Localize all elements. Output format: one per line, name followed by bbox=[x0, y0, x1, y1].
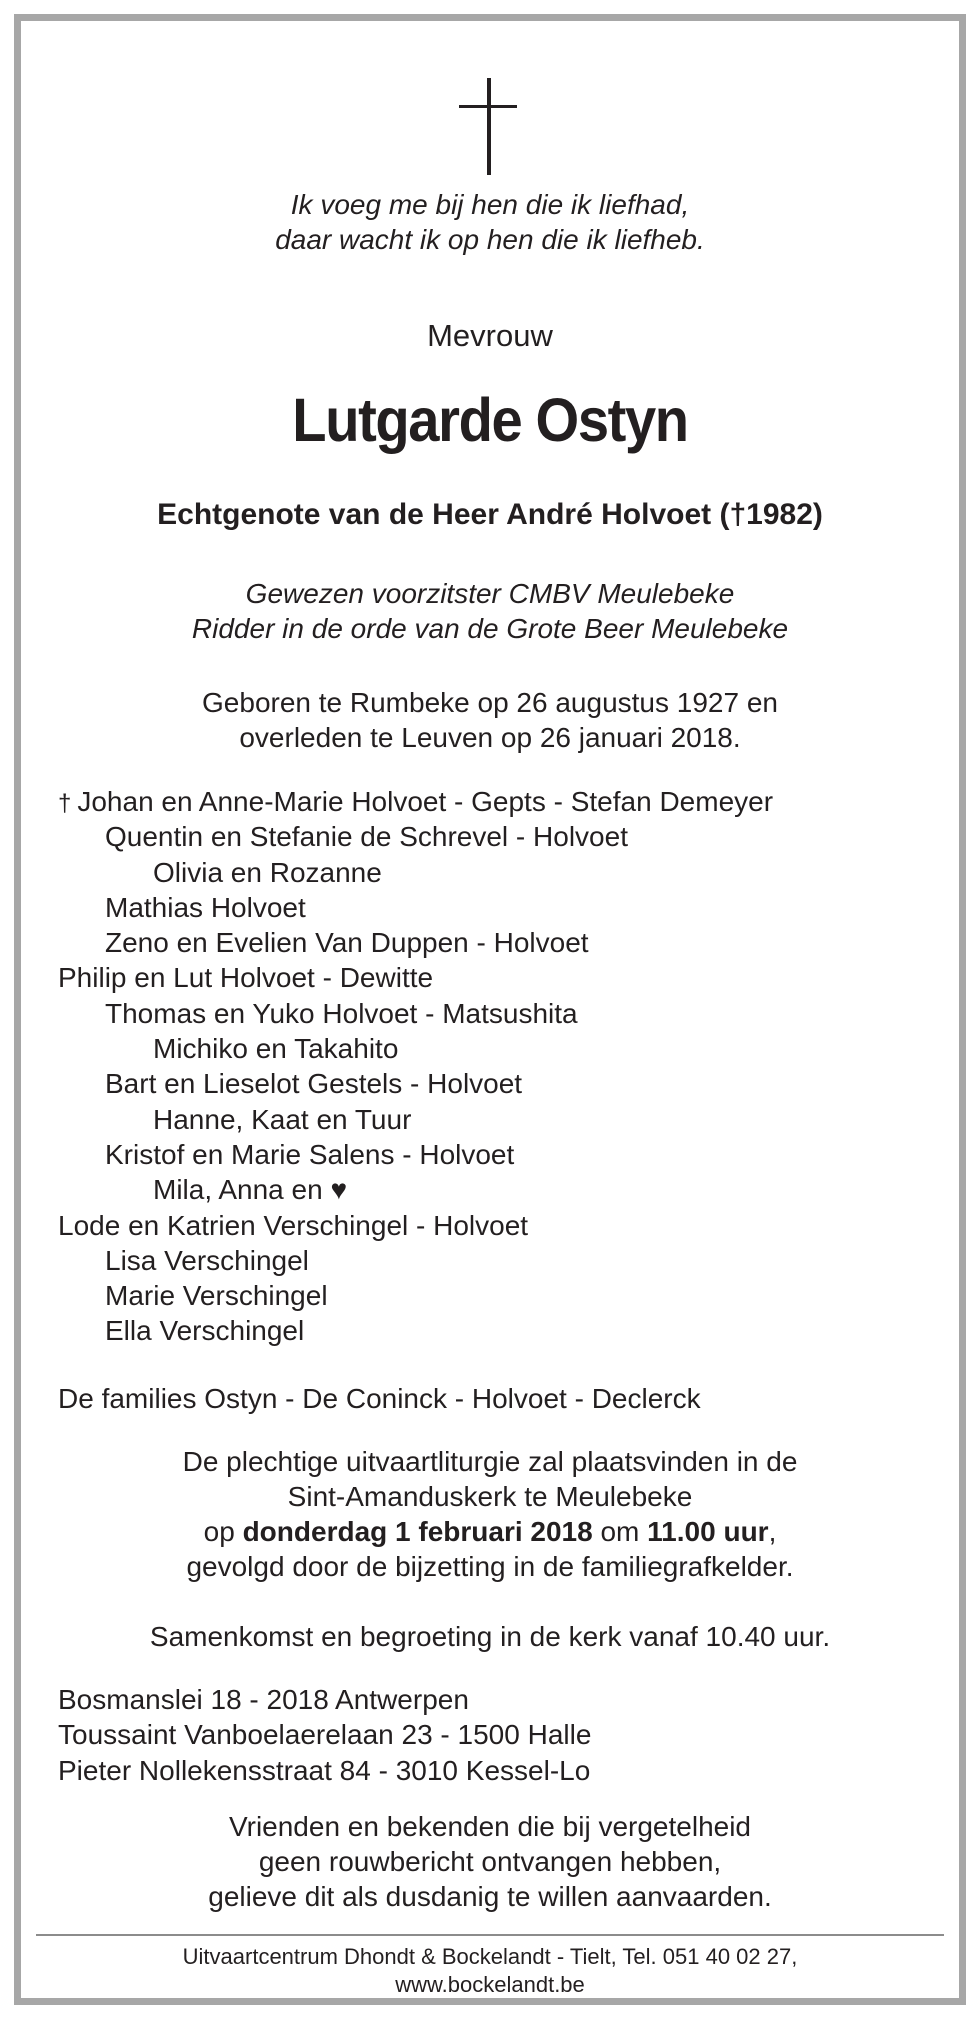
footer-divider bbox=[36, 1934, 944, 1936]
address-3: Pieter Nollekensstraat 84 - 3010 Kessel-Lo bbox=[58, 1754, 591, 1786]
friends-line-3: gelieve dit als dusdanig te willen aanvaarden. bbox=[208, 1881, 772, 1912]
family-member-text: Johan en Anne-Marie Holvoet - Gepts - Stefan Demeyer bbox=[77, 786, 774, 817]
family-member-row bbox=[58, 1278, 773, 1313]
address-1: Bosmanslei 18 - 2018 Antwerpen bbox=[58, 1684, 469, 1715]
service-line-1: De plechtige uitvaartliturgie zal plaatsvinden in de bbox=[182, 1446, 798, 1477]
birth-death-text bbox=[21, 685, 959, 755]
family-member-text: Ella Verschingel bbox=[105, 1315, 305, 1347]
families-line: De families Ostyn - De Coninck - Holvoet - Declerck bbox=[58, 1383, 701, 1414]
family-member-row bbox=[58, 1208, 773, 1243]
family-member-text: Olivia en Rozanne bbox=[153, 856, 382, 888]
family-member-text: Marie Verschingel bbox=[105, 1280, 328, 1312]
family-member-row bbox=[58, 784, 773, 819]
family-member-text: Zeno en Evelien Van Duppen - Holvoet bbox=[105, 927, 589, 959]
friends-line-1: Vrienden en bekenden die bij vergetelheid bbox=[228, 1811, 752, 1842]
family-member-text: Michiko en Takahito bbox=[153, 1033, 399, 1065]
role-line-2: Ridder in de orde van de Grote Beer Meulebeke bbox=[191, 613, 789, 644]
death-line: overleden te Leuven op 26 januari 2018. bbox=[239, 722, 741, 753]
family-list bbox=[58, 784, 773, 1349]
family-member-text: Bart en Lieselot Gestels - Holvoet bbox=[105, 1068, 523, 1100]
family-member-row bbox=[58, 1172, 773, 1207]
dagger-icon: † bbox=[58, 790, 72, 817]
family-member-row bbox=[58, 855, 773, 890]
service-post: , bbox=[768, 1516, 777, 1547]
funeral-home-footer bbox=[21, 1943, 959, 1999]
family-member-row bbox=[58, 1313, 773, 1348]
service-date: donderdag 1 februari 2018 bbox=[242, 1516, 593, 1547]
quote-line-1: Ik voeg me bij hen die ik liefhad, bbox=[290, 189, 690, 220]
roles bbox=[21, 576, 959, 646]
family-member-row bbox=[58, 819, 773, 854]
obituary-card bbox=[14, 14, 966, 2005]
family-member-text: Thomas en Yuko Holvoet - Matsushita bbox=[105, 997, 578, 1029]
address-2: Toussaint Vanboelaerelaan 23 - 1500 Halle bbox=[58, 1719, 592, 1751]
memorial-quote bbox=[21, 187, 959, 257]
service-line-2: Sint-Amanduskerk te Meulebeke bbox=[287, 1481, 693, 1512]
family-member-text: Lisa Verschingel bbox=[105, 1244, 309, 1276]
service-pre: op bbox=[203, 1516, 243, 1547]
friends-note bbox=[21, 1809, 959, 1914]
service-time: 11.00 uur bbox=[647, 1516, 769, 1547]
family-member-row bbox=[58, 1102, 773, 1137]
family-member-text: Quentin en Stefanie de Schrevel - Holvoet bbox=[105, 821, 628, 853]
role-line-1: Gewezen voorzitster CMBV Meulebeke bbox=[245, 578, 735, 609]
family-member-text: Mila, Anna en ♥ bbox=[153, 1174, 348, 1206]
family-member-text: Mathias Holvoet bbox=[105, 891, 306, 923]
funeral-service-text bbox=[21, 1444, 959, 1584]
gathering-text: Samenkomst en begroeting in de kerk vanaf 10.40 uur. bbox=[149, 1621, 831, 1652]
service-mid: om bbox=[592, 1516, 648, 1547]
family-member-text: Hanne, Kaat en Tuur bbox=[153, 1103, 412, 1135]
family-member-row bbox=[58, 890, 773, 925]
quote-line-2: daar wacht ik op hen die ik liefheb. bbox=[275, 224, 705, 255]
cross-horizontal-bar bbox=[459, 105, 517, 108]
footer-line-1: Uitvaartcentrum Dhondt & Bockelandt - Tielt, Tel. 051 40 02 27, bbox=[182, 1944, 798, 1969]
addresses bbox=[58, 1682, 591, 1788]
family-member-text: Kristof en Marie Salens - Holvoet bbox=[105, 1138, 515, 1170]
spouse-line: Echtgenote van de Heer André Holvoet (†1982) bbox=[157, 498, 823, 531]
deceased-name: Lutgarde Ostyn bbox=[292, 386, 688, 454]
family-member-text: Philip en Lut Holvoet - Dewitte bbox=[58, 962, 434, 994]
family-member-text: Lode en Katrien Verschingel - Holvoet bbox=[58, 1209, 529, 1241]
birth-line: Geboren te Rumbeke op 26 augustus 1927 en bbox=[202, 687, 778, 718]
family-member-row bbox=[58, 925, 773, 960]
family-member-row bbox=[58, 960, 773, 995]
family-member-row bbox=[58, 1031, 773, 1066]
family-member-row bbox=[58, 1243, 773, 1278]
service-line-4: gevolgd door de bijzetting in de familiegrafkelder. bbox=[186, 1551, 794, 1582]
latin-cross-icon bbox=[21, 61, 959, 161]
salutation: Mevrouw bbox=[427, 318, 553, 353]
family-member-row bbox=[58, 996, 773, 1031]
family-member-row bbox=[58, 1066, 773, 1101]
friends-line-2: geen rouwbericht ontvangen hebben, bbox=[258, 1846, 722, 1877]
family-member-row bbox=[58, 1137, 773, 1172]
service-line-3 bbox=[21, 1514, 959, 1549]
cross-vertical-bar bbox=[487, 78, 491, 175]
footer-website: www.bockelandt.be bbox=[395, 1972, 585, 1997]
